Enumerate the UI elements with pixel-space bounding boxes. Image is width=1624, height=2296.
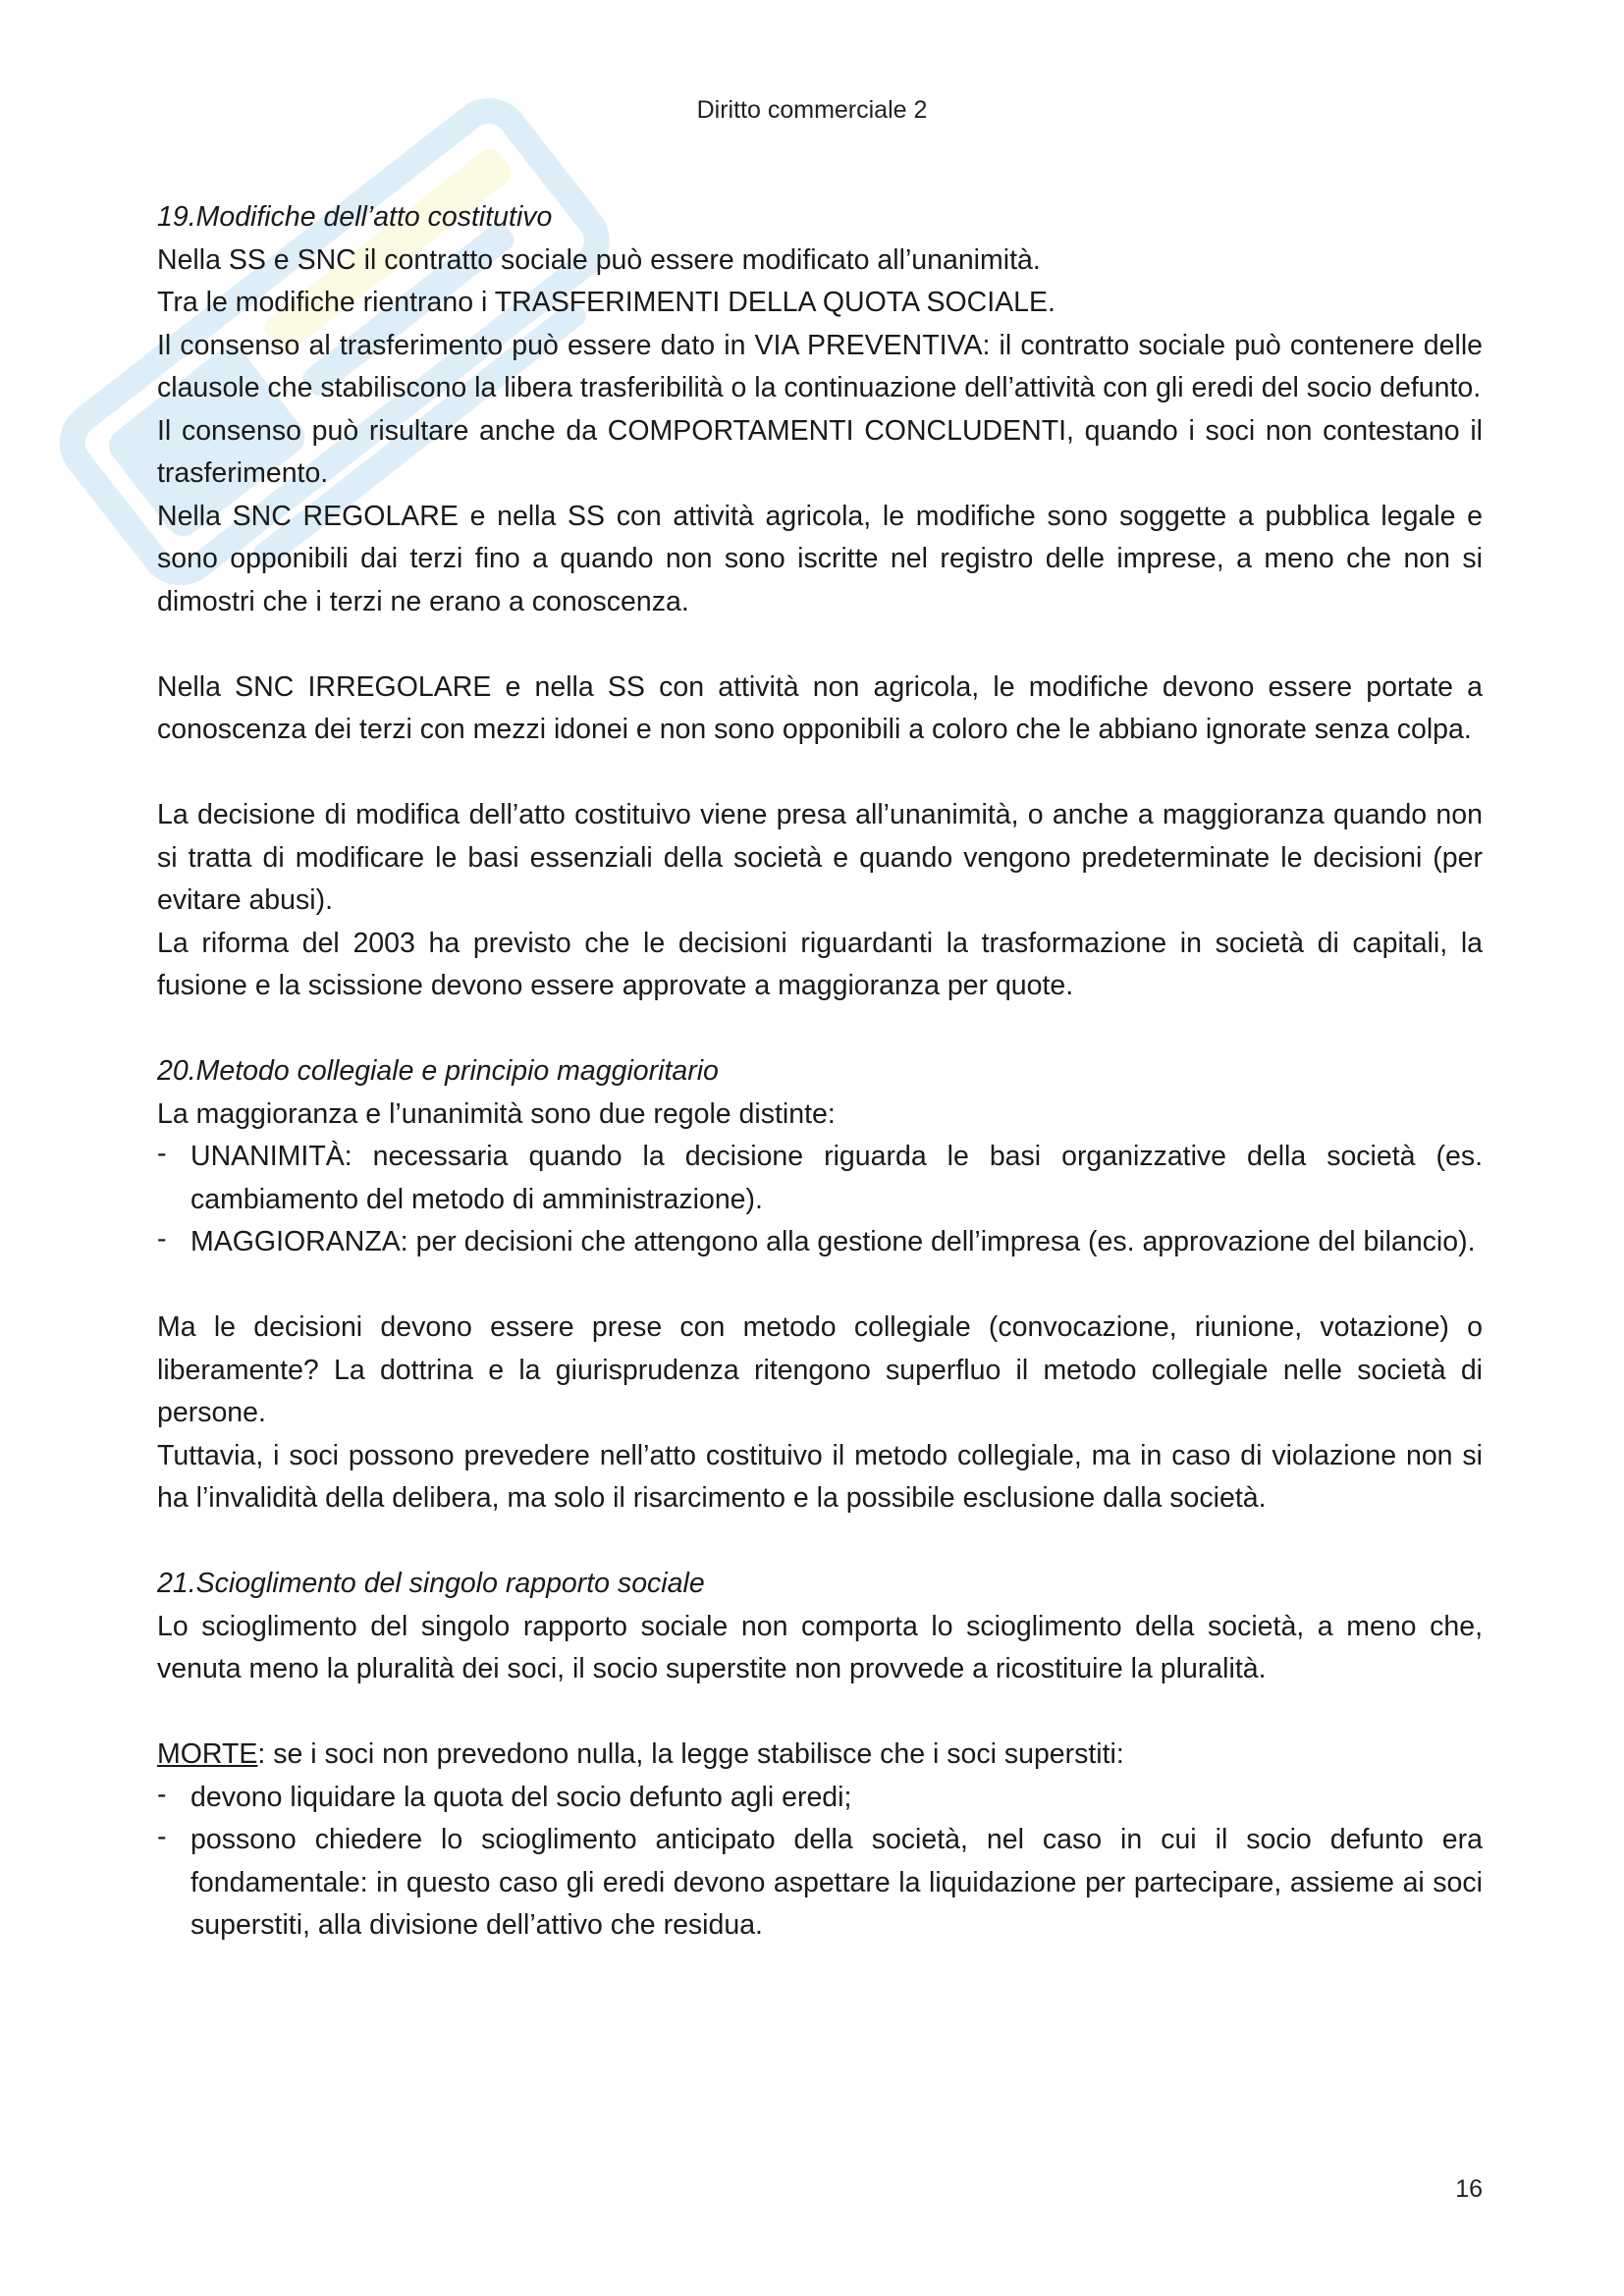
list-item: - devono liquidare la quota del socio defunto agli eredi; — [157, 1777, 1483, 1820]
morte-label: MORTE — [157, 1738, 258, 1770]
paragraph: Lo scioglimento del singolo rapporto sociale non comporta lo scioglimento della società, a meno che, venuta meno la pluralità dei soci, il socio superstite non provvede a ricostituire la pluralità. — [157, 1610, 1483, 1684]
section-21-heading: 21.Scioglimento del singolo rapporto sociale — [157, 1568, 705, 1599]
paragraph: Il consenso al trasferimento può essere dato in VIA PREVENTIVA: il contratto sociale può contenere delle clausole che stabiliscono la libera trasferibilità o la continuazione dell’attività con gli eredi del socio defunto. — [157, 329, 1483, 403]
morte-text: : se i soci non prevedono nulla, la legge stabilisce che i soci superstiti: — [257, 1738, 1124, 1770]
rules-list — [157, 1136, 1483, 1264]
section-20-heading: 20.Metodo collegiale e principio maggioritario — [157, 1055, 719, 1087]
paragraph: La riforma del 2003 ha previsto che le decisioni riguardanti la trasformazione in società di capitali, la fusione e la scissione devono essere approvate a maggioranza per quote. — [157, 927, 1483, 1001]
paragraph: Tra le modifiche rientrano i TRASFERIMENTI DELLA QUOTA SOCIALE. — [157, 287, 1056, 318]
paragraph: Nella SNC REGOLARE e nella SS con attività agricola, le modifiche sono soggette a pubblica legale e sono opponibili dai terzi fino a quando non sono iscritte nel registro delle imprese, a meno che non si dimostri che i terzi ne erano a conoscenza. — [157, 500, 1483, 617]
paragraph: Nella SS e SNC il contratto sociale può essere modificato all’unanimità. — [157, 243, 1041, 276]
paragraph: La maggioranza e l’unanimità sono due regole distinte: — [157, 1097, 836, 1130]
page-content — [157, 196, 1483, 1948]
section-19-heading: 19.Modifiche dell’atto costitutivo — [157, 201, 553, 233]
paragraph: Ma le decisioni devono essere prese con metodo collegiale (convocazione, riunione, votazione) o liberamente? La dottrina e la giurisprudenza ritengono superfluo il metodo collegiale nelle società di persone. — [157, 1311, 1483, 1428]
page-number: 16 — [1455, 2175, 1483, 2203]
running-header: Diritto commerciale 2 — [696, 96, 928, 124]
list-item: - UNANIMITÀ: necessaria quando la decisione riguarda le basi organizzative della società (es. cambiamento del metodo di amministrazione). — [157, 1136, 1483, 1221]
morte-list — [157, 1777, 1483, 1948]
paragraph: Nella SNC IRREGOLARE e nella SS con attività non agricola, le modifiche devono essere portate a conoscenza dei terzi con mezzi idonei e non sono opponibili a coloro che le abbiano ignorate senza colpa. — [157, 670, 1483, 745]
paragraph: Tuttavia, i soci possono prevedere nell’atto costituivo il metodo collegiale, ma in caso di violazione non si ha l’invalidità della delibera, ma solo il risarcimento e la possibile esclusione dalla società. — [157, 1439, 1483, 1514]
morte-paragraph — [157, 1734, 1483, 1777]
list-item: - possono chiedere lo scioglimento anticipato della società, nel caso in cui il socio defunto era fondamentale: in questo caso gli eredi devono aspettare la liquidazione per partecipare, assieme ai soci superstiti, alla divisione dell’attivo che residua. — [157, 1819, 1483, 1948]
paragraph: La decisione di modifica dell’atto costituivo viene presa all’unanimità, o anche a maggioranza quando non si tratta di modificare le basi essenziali della società e quando vengono predeterminate le decisioni (per evitare abusi). — [157, 799, 1483, 916]
list-item: - MAGGIORANZA: per decisioni che attengono alla gestione dell’impresa (es. approvazione del bilancio). — [157, 1221, 1483, 1264]
paragraph: Il consenso può risultare anche da COMPORTAMENTI CONCLUDENTI, quando i soci non contestano il trasferimento. — [157, 414, 1483, 489]
